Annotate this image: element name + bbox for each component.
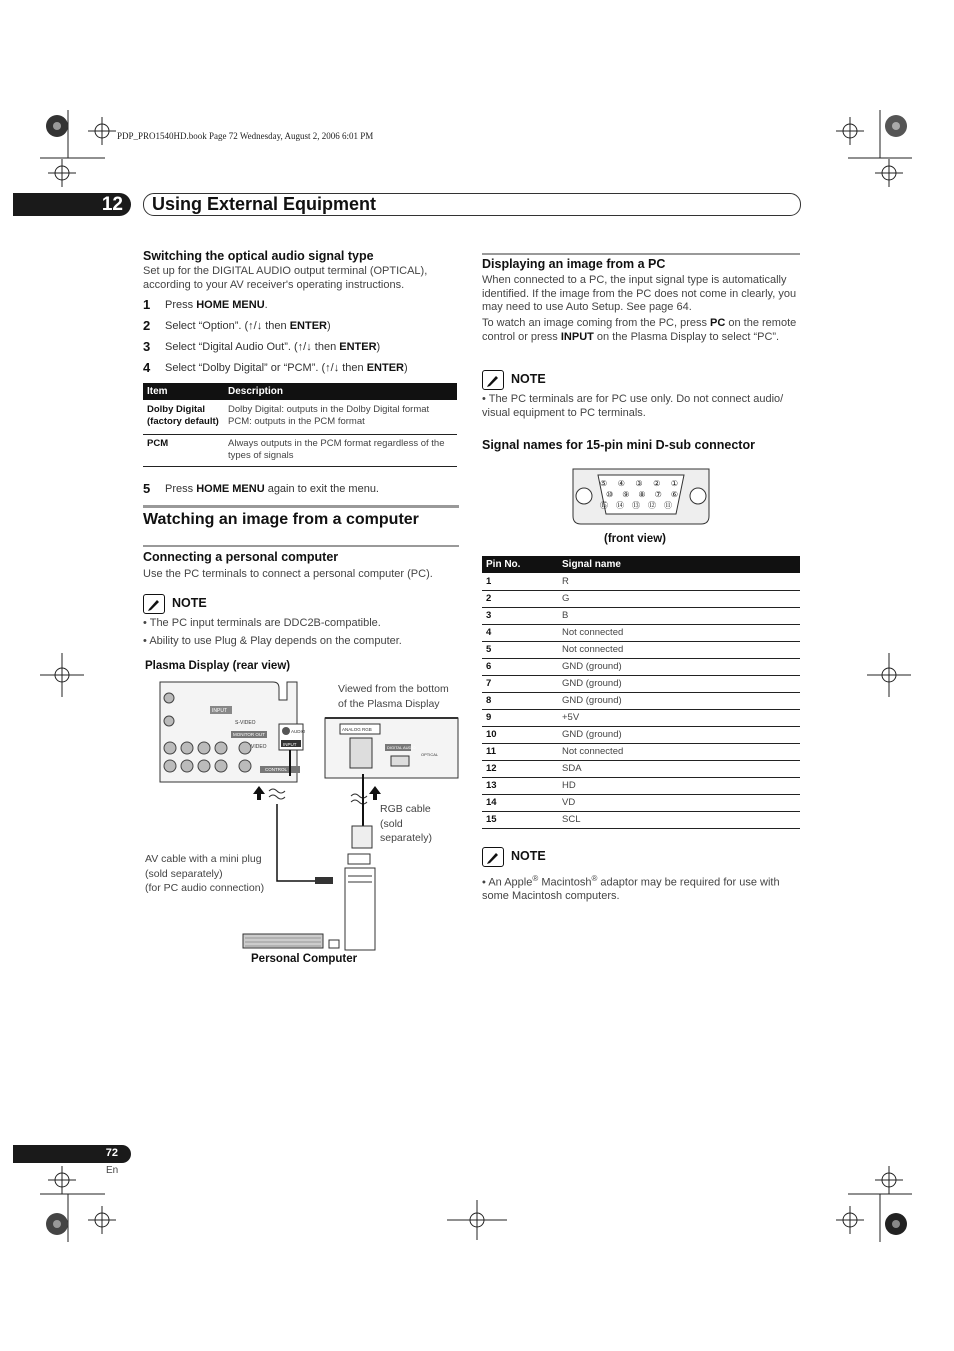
note-bullet: • An Apple® Macintosh® adaptor may be required for use with some Macintosh computers.	[482, 874, 780, 903]
pin-number: 3	[482, 607, 558, 624]
table-row	[482, 777, 800, 794]
table-header: Pin No.	[482, 556, 558, 573]
pin-number: 1	[482, 573, 558, 590]
table-row	[482, 641, 800, 658]
pin-number: 13	[482, 777, 558, 794]
print-header: PDP_PRO1540HD.book Page 72 Wednesday, August 2, 2006 6:01 PM	[117, 131, 374, 141]
table-row	[482, 709, 800, 726]
viewed-label: Viewed from the bottom of the Plasma Display	[338, 683, 449, 710]
signal-name: GND (ground)	[558, 726, 800, 743]
note-label: NOTE	[511, 372, 546, 386]
section-rule	[482, 253, 800, 255]
chapter-title: Using External Equipment	[152, 194, 377, 214]
signal-name: B	[558, 607, 800, 624]
svg-text:INPUT: INPUT	[283, 742, 297, 747]
signal-name: GND (ground)	[558, 692, 800, 709]
page-number-badge	[13, 1145, 131, 1163]
computer-intro: Use the PC terminals to connect a personal computer (PC).	[143, 568, 433, 580]
svg-text:VIDEO: VIDEO	[251, 744, 267, 750]
pin-table	[482, 556, 800, 829]
svg-text:CONTROL: CONTROL	[265, 767, 288, 772]
svg-text:DIGITAL AUDIO: DIGITAL AUDIO	[387, 745, 416, 750]
table-row	[482, 760, 800, 777]
table-row	[482, 658, 800, 675]
signal-name: G	[558, 590, 800, 607]
page-number: 72	[105, 1147, 118, 1159]
table-row	[482, 573, 800, 590]
table-header: Item	[143, 383, 224, 400]
step-text: Select “Dolby Digital” or “PCM”. (↑/↓ then ENTER)	[165, 362, 408, 374]
table-row: Dolby Digital (factory default) Dolby Digital: outputs in the Dolby Digital format PCM: outputs in the PCM format	[143, 400, 457, 434]
note-bullet: • The PC terminals are for PC use only. Do not connect audio/ visual equipment to PC terminals.	[482, 393, 784, 419]
step-text: Press HOME MENU.	[165, 299, 268, 311]
chapter-title-bar	[143, 193, 801, 216]
svg-text:S-VIDEO: S-VIDEO	[235, 720, 256, 726]
signal-name: GND (ground)	[558, 675, 800, 692]
table-row	[482, 607, 800, 624]
note-bullet: • The PC input terminals are DDC2B-compatible.	[143, 617, 381, 629]
pin-number: 2	[482, 590, 558, 607]
language-label: En	[106, 1165, 119, 1176]
signal-name: SDA	[558, 760, 800, 777]
table-row	[482, 794, 800, 811]
note-label: NOTE	[172, 596, 207, 610]
step-text: Select “Option”. (↑/↓ then ENTER)	[165, 320, 331, 332]
pin-number: 9	[482, 709, 558, 726]
signal-name: R	[558, 573, 800, 590]
step-number: 2	[143, 318, 151, 333]
chapter-number: 12	[101, 194, 123, 215]
signal-heading: Signal names for 15-pin mini D-sub connector	[482, 438, 755, 452]
dsub-pins: ⑤ ④ ③ ② ① ⑩ ⑨ ⑧ ⑦ ⑥ ⑮ ⑭ ⑬ ⑫ ⑪	[600, 479, 678, 510]
table-row	[482, 675, 800, 692]
step-number: 3	[143, 339, 151, 354]
optical-intro: Set up for the DIGITAL AUDIO output terminal (OPTICAL), according to your AV receiver's operating instructions.	[143, 265, 428, 291]
table-row	[482, 743, 800, 760]
pin-number: 15	[482, 811, 558, 828]
optical-heading: Switching the optical audio signal type	[143, 249, 374, 263]
pin-number: 6	[482, 658, 558, 675]
table-header: Description	[224, 383, 457, 400]
table-row: PCM Always outputs in the PCM format regardless of the types of signals	[143, 434, 457, 466]
signal-name: SCL	[558, 811, 800, 828]
sub-heading: Connecting a personal computer	[143, 550, 339, 564]
note-icon	[482, 847, 504, 867]
pc-display-para: To watch an image coming from the PC, press PC on the remote control or press INPUT on the Plasma Display to select “PC”.	[482, 317, 797, 343]
step-number: 5	[143, 481, 151, 496]
pc-label: Personal Computer	[251, 953, 358, 965]
svg-text:MONITOR OUT: MONITOR OUT	[233, 732, 265, 737]
pin-number: 14	[482, 794, 558, 811]
pc-display-heading: Displaying an image from a PC	[482, 257, 666, 271]
pin-number: 12	[482, 760, 558, 777]
note-label: NOTE	[511, 849, 546, 863]
note-bullet: • Ability to use Plug & Play depends on the computer.	[143, 635, 402, 647]
pin-number: 4	[482, 624, 558, 641]
table-row	[482, 692, 800, 709]
front-view-label: (front view)	[604, 533, 666, 545]
pin-number: 10	[482, 726, 558, 743]
section-title: Watching an image from a computer	[143, 511, 419, 528]
optical-table	[143, 383, 457, 467]
step-text: Press HOME MENU again to exit the menu.	[165, 483, 379, 495]
table-header: Signal name	[558, 556, 800, 573]
pc-display-para: When connected to a PC, the input signal type is automatically identified. If the image from the PC does not come in clearly, you may need to use Auto Setup. See page 64.	[482, 274, 797, 313]
pin-number: 5	[482, 641, 558, 658]
signal-name: +5V	[558, 709, 800, 726]
pin-number: 8	[482, 692, 558, 709]
table-row	[482, 726, 800, 743]
section-rule	[143, 505, 459, 508]
signal-name: VD	[558, 794, 800, 811]
signal-name: HD	[558, 777, 800, 794]
signal-name: Not connected	[558, 743, 800, 760]
pin-number: 7	[482, 675, 558, 692]
svg-text:AUDIO: AUDIO	[291, 729, 306, 734]
note-icon	[143, 594, 165, 614]
step-text: Select “Digital Audio Out”. (↑/↓ then ENTER)	[165, 341, 381, 353]
rear-view-label: Plasma Display (rear view)	[145, 660, 291, 672]
step-number: 4	[143, 360, 151, 375]
svg-text:INPUT: INPUT	[212, 708, 227, 714]
signal-name: Not connected	[558, 641, 800, 658]
rgb-cable-label: RGB cable (sold separately)	[380, 803, 432, 844]
av-cable-label: AV cable with a mini plug (sold separately) (for PC audio connection)	[145, 853, 265, 894]
svg-text:ANALOG RGB: ANALOG RGB	[342, 727, 372, 732]
step-number: 1	[143, 297, 151, 312]
signal-name: Not connected	[558, 624, 800, 641]
signal-name: GND (ground)	[558, 658, 800, 675]
note-icon	[482, 370, 504, 390]
table-row	[482, 624, 800, 641]
chapter-number-badge	[13, 193, 131, 216]
section-rule	[143, 545, 459, 547]
svg-text:OPTICAL: OPTICAL	[421, 752, 439, 757]
pin-number: 11	[482, 743, 558, 760]
table-row	[482, 811, 800, 828]
table-row	[482, 590, 800, 607]
